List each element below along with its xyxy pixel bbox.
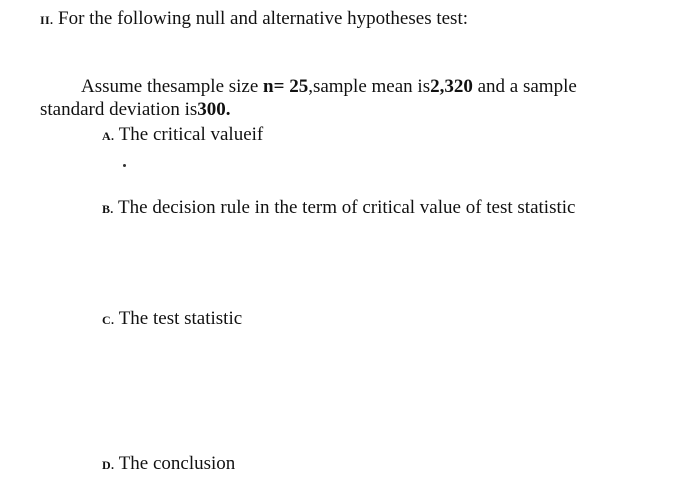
item-d-marker: D. [102, 458, 115, 472]
stray-dot [123, 164, 126, 167]
standard-deviation-value: 300. [197, 99, 231, 120]
item-c-text: The test statistic [118, 308, 243, 329]
premise-line-1 [81, 76, 577, 98]
item-b-marker: B. [102, 202, 114, 216]
premise-text-4: standard deviation is [40, 99, 198, 120]
item-d [102, 453, 235, 476]
question-heading-text: For the following null and alternative hypotheses test: [58, 8, 469, 29]
item-b-text: The decision rule in the term of critical value of test statistic [118, 197, 576, 218]
item-d-text: The conclusion [118, 453, 236, 474]
item-c-marker: C. [102, 313, 115, 327]
item-b [102, 197, 575, 220]
premise-text-3: and a sample [472, 76, 577, 97]
item-a [102, 124, 263, 147]
sample-mean-value: 2,320 [430, 76, 473, 97]
question-heading [40, 8, 468, 31]
premise-text-2: ,sample mean is [308, 76, 431, 97]
question-number: II. [40, 13, 54, 27]
premise-line-2 [40, 99, 231, 121]
item-c [102, 308, 242, 331]
premise-text-1: Assume thesample size [81, 76, 264, 97]
item-a-marker: A. [102, 129, 115, 143]
sample-size-value: n= 25 [263, 76, 309, 97]
item-a-text: The critical valueif [118, 124, 264, 145]
